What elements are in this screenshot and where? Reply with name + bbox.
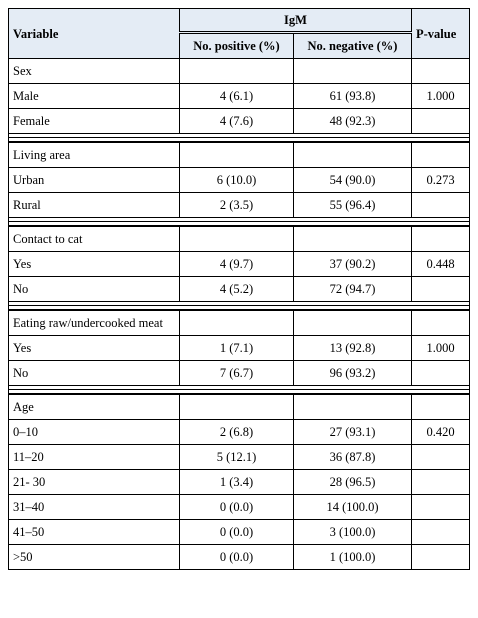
row-label: 31–40 xyxy=(9,495,180,520)
negative-value: 61 (93.8) xyxy=(294,84,412,109)
row-label: 21- 30 xyxy=(9,470,180,495)
negative-value: 1 (100.0) xyxy=(294,545,412,570)
p-value xyxy=(412,495,470,520)
negative-value: 14 (100.0) xyxy=(294,495,412,520)
positive-value: 0 (0.0) xyxy=(180,545,294,570)
section-title: Age xyxy=(9,395,180,420)
row-label: Female xyxy=(9,109,180,134)
separator-cell xyxy=(9,218,470,227)
empty-cell xyxy=(412,227,470,252)
positive-value: 4 (7.6) xyxy=(180,109,294,134)
positive-value: 2 (6.8) xyxy=(180,420,294,445)
negative-value: 48 (92.3) xyxy=(294,109,412,134)
igm-results-table xyxy=(8,8,470,570)
p-value xyxy=(412,445,470,470)
negative-value: 54 (90.0) xyxy=(294,168,412,193)
row-label: 41–50 xyxy=(9,520,180,545)
table-row xyxy=(9,445,470,470)
empty-cell xyxy=(180,227,294,252)
table-row xyxy=(9,520,470,545)
negative-value: 96 (93.2) xyxy=(294,361,412,386)
positive-value: 1 (3.4) xyxy=(180,470,294,495)
section-title: Sex xyxy=(9,59,180,84)
table-row xyxy=(9,168,470,193)
header-igm: IgM xyxy=(180,9,412,33)
table-row xyxy=(9,495,470,520)
positive-value: 4 (5.2) xyxy=(180,277,294,302)
section-header-row xyxy=(9,311,470,336)
p-value xyxy=(412,545,470,570)
table-row xyxy=(9,109,470,134)
section-separator xyxy=(9,386,470,395)
row-label: Yes xyxy=(9,252,180,277)
empty-cell xyxy=(180,311,294,336)
p-value xyxy=(412,470,470,495)
p-value xyxy=(412,193,470,218)
p-value: 0.420 xyxy=(412,420,470,445)
table-header xyxy=(9,9,470,59)
table-row xyxy=(9,193,470,218)
positive-value: 7 (6.7) xyxy=(180,361,294,386)
empty-cell xyxy=(180,143,294,168)
p-value: 0.273 xyxy=(412,168,470,193)
table-container xyxy=(8,8,470,570)
header-positive: No. positive (%) xyxy=(180,33,294,59)
empty-cell xyxy=(294,143,412,168)
section-header-row xyxy=(9,143,470,168)
row-label: 11–20 xyxy=(9,445,180,470)
negative-value: 3 (100.0) xyxy=(294,520,412,545)
separator-cell xyxy=(9,302,470,311)
section-header-row xyxy=(9,59,470,84)
negative-value: 27 (93.1) xyxy=(294,420,412,445)
header-variable: Variable xyxy=(9,9,180,59)
section-title: Eating raw/undercooked meat xyxy=(9,311,180,336)
empty-cell xyxy=(412,395,470,420)
row-label: No xyxy=(9,277,180,302)
p-value: 0.448 xyxy=(412,252,470,277)
empty-cell xyxy=(294,395,412,420)
row-label: Male xyxy=(9,84,180,109)
positive-value: 4 (6.1) xyxy=(180,84,294,109)
section-header-row xyxy=(9,227,470,252)
empty-cell xyxy=(412,311,470,336)
table-row xyxy=(9,361,470,386)
positive-value: 4 (9.7) xyxy=(180,252,294,277)
table-row xyxy=(9,470,470,495)
negative-value: 28 (96.5) xyxy=(294,470,412,495)
table-row xyxy=(9,277,470,302)
negative-value: 36 (87.8) xyxy=(294,445,412,470)
positive-value: 6 (10.0) xyxy=(180,168,294,193)
p-value xyxy=(412,109,470,134)
empty-cell xyxy=(180,59,294,84)
empty-cell xyxy=(294,227,412,252)
section-title: Contact to cat xyxy=(9,227,180,252)
table-body xyxy=(9,59,470,570)
section-separator xyxy=(9,218,470,227)
p-value: 1.000 xyxy=(412,336,470,361)
p-value xyxy=(412,520,470,545)
section-separator xyxy=(9,134,470,143)
table-row xyxy=(9,545,470,570)
separator-cell xyxy=(9,386,470,395)
table-row xyxy=(9,252,470,277)
section-separator xyxy=(9,302,470,311)
header-pvalue: P-value xyxy=(412,9,470,59)
section-title: Living area xyxy=(9,143,180,168)
table-row xyxy=(9,336,470,361)
p-value: 1.000 xyxy=(412,84,470,109)
empty-cell xyxy=(412,59,470,84)
empty-cell xyxy=(412,143,470,168)
positive-value: 1 (7.1) xyxy=(180,336,294,361)
positive-value: 0 (0.0) xyxy=(180,520,294,545)
positive-value: 0 (0.0) xyxy=(180,495,294,520)
table-row xyxy=(9,84,470,109)
row-label: Rural xyxy=(9,193,180,218)
separator-cell xyxy=(9,134,470,143)
negative-value: 55 (96.4) xyxy=(294,193,412,218)
row-label: >50 xyxy=(9,545,180,570)
empty-cell xyxy=(294,59,412,84)
row-label: 0–10 xyxy=(9,420,180,445)
row-label: Urban xyxy=(9,168,180,193)
row-label: No xyxy=(9,361,180,386)
table-row xyxy=(9,420,470,445)
positive-value: 5 (12.1) xyxy=(180,445,294,470)
negative-value: 72 (94.7) xyxy=(294,277,412,302)
p-value xyxy=(412,361,470,386)
positive-value: 2 (3.5) xyxy=(180,193,294,218)
section-header-row xyxy=(9,395,470,420)
empty-cell xyxy=(294,311,412,336)
negative-value: 37 (90.2) xyxy=(294,252,412,277)
header-negative: No. negative (%) xyxy=(294,33,412,59)
row-label: Yes xyxy=(9,336,180,361)
p-value xyxy=(412,277,470,302)
empty-cell xyxy=(180,395,294,420)
negative-value: 13 (92.8) xyxy=(294,336,412,361)
